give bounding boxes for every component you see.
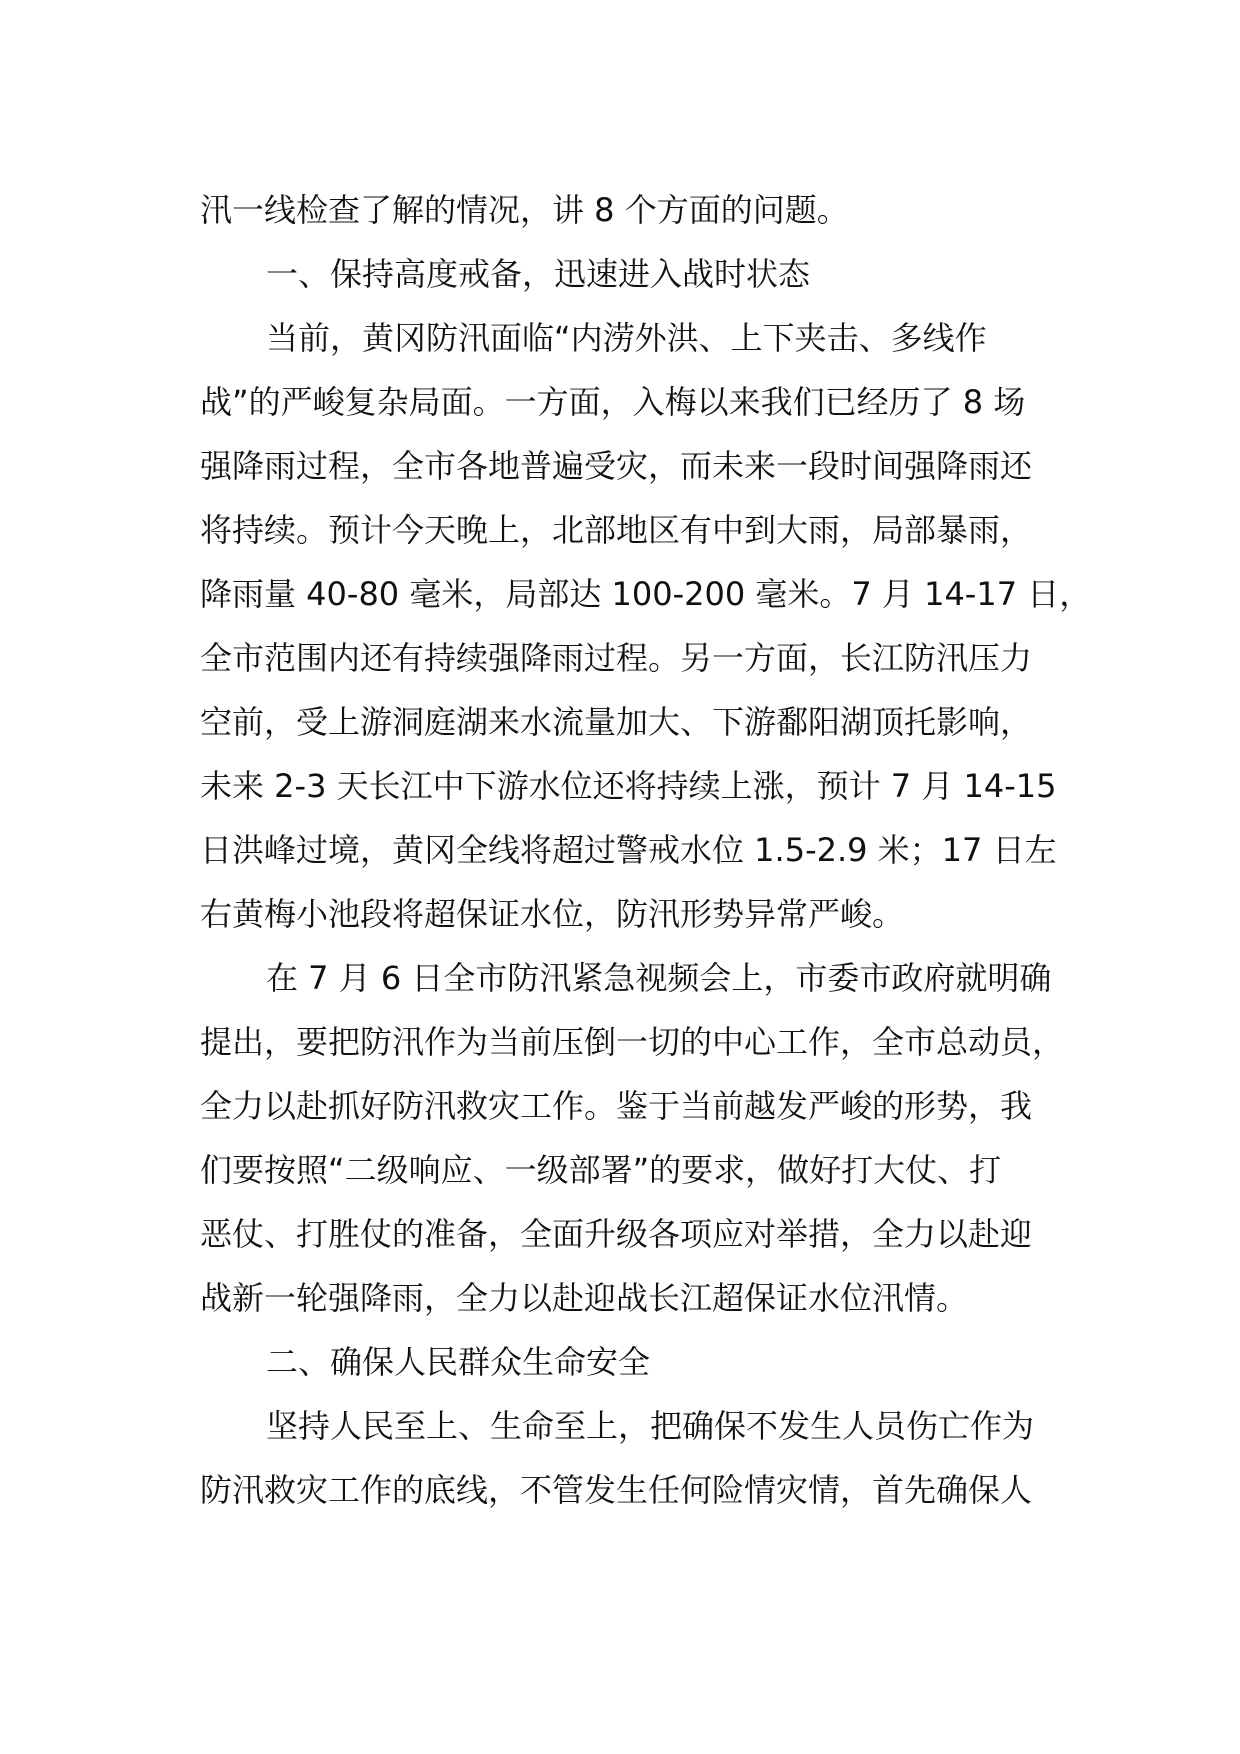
section-heading-1: 一、保持高度戒备，迅速进入战时状态 xyxy=(266,255,811,293)
body-line: 全力以赴抓好防汛救灾工作。鉴于当前越发严峻的形势，我 xyxy=(200,1087,1033,1125)
body-line: 全市范围内还有持续强降雨过程。另一方面，长江防汛压力 xyxy=(200,639,1033,677)
body-line: 降雨量 40-80 毫米，局部达 100-200 毫米。7 月 14-17 日， xyxy=(200,575,1092,613)
body-line: 战”的严峻复杂局面。一方面，入梅以来我们已经历了 8 场 xyxy=(200,383,1026,421)
body-line: 们要按照“二级响应、一级部署”的要求，做好打大仗、打 xyxy=(200,1151,1002,1189)
body-line: 提出，要把防汛作为当前压倒一切的中心工作，全市总动员， xyxy=(200,1023,1065,1061)
section-heading-2: 二、确保人民群众生命安全 xyxy=(266,1343,651,1381)
paragraph-first-line: 在 7 月 6 日全市防汛紧急视频会上，市委市政府就明确 xyxy=(266,959,1052,997)
body-line: 未来 2-3 天长江中下游水位还将持续上涨，预计 7 月 14-15 xyxy=(200,767,1057,805)
paragraph-first-line: 坚持人民至上、生命至上，把确保不发生人员伤亡作为 xyxy=(266,1407,1035,1445)
body-line: 将持续。预计今天晚上，北部地区有中到大雨，局部暴雨， xyxy=(200,511,1033,549)
body-line: 汛一线检查了解的情况，讲 8 个方面的问题。 xyxy=(200,191,849,229)
body-line: 恶仗、打胜仗的准备，全面升级各项应对举措，全力以赴迎 xyxy=(200,1215,1033,1253)
body-line: 空前，受上游洞庭湖来水流量加大、下游鄱阳湖顶托影响， xyxy=(200,703,1033,741)
body-line: 日洪峰过境，黄冈全线将超过警戒水位 1.5-2.9 米；17 日左 xyxy=(200,831,1057,869)
body-line: 战新一轮强降雨，全力以赴迎战长江超保证水位汛情。 xyxy=(200,1279,969,1317)
body-line: 右黄梅小池段将超保证水位，防汛形势异常严峻。 xyxy=(200,895,905,933)
body-line: 强降雨过程，全市各地普遍受灾，而未来一段时间强降雨还 xyxy=(200,447,1033,485)
paragraph-first-line: 当前，黄冈防汛面临“内涝外洪、上下夹击、多线作 xyxy=(266,319,987,357)
body-line: 防汛救灾工作的底线，不管发生任何险情灾情，首先确保人 xyxy=(200,1471,1033,1509)
document-body xyxy=(200,178,1090,1522)
